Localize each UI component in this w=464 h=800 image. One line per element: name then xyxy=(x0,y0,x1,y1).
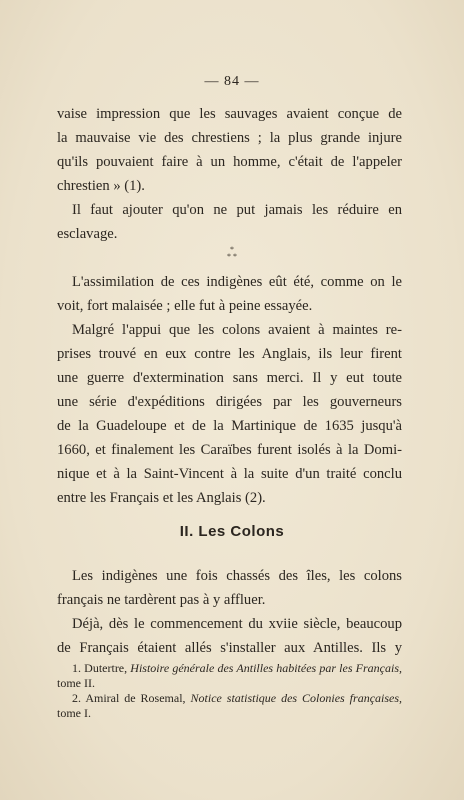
footnote-rest: tome I. xyxy=(57,706,91,720)
text-block-bottom xyxy=(57,564,402,660)
footnote-rest: tome II. xyxy=(57,676,95,690)
text-line: de Français étaient allés s'installer aux Antilles. Ils y xyxy=(57,640,402,656)
text-line: une guerre d'extermination sans merci. Il y eut toute xyxy=(57,370,402,386)
paragraph xyxy=(57,270,402,318)
text-line: Malgré l'appui que les colons avaient à maintes re- xyxy=(72,322,402,338)
footnote-author: Dutertre, xyxy=(84,661,128,675)
text-line: français ne tardèrent pas à y affluer. xyxy=(57,592,266,608)
footnote xyxy=(57,691,402,721)
text-line: esclavage. xyxy=(57,226,118,242)
section-asterism xyxy=(0,246,464,260)
paragraph xyxy=(57,564,402,612)
text-line: de la Guadeloupe et de la Martinique de 1635 jusqu'à xyxy=(57,418,402,434)
footnote-author: Amiral de Rosemal, xyxy=(85,691,186,705)
paragraph xyxy=(57,102,402,198)
text-line: qu'ils pouvaient faire à un homme, c'était de l'appeler xyxy=(57,154,402,170)
text-line: 1660, et finalement les Caraïbes furent isolés à la Domi- xyxy=(57,442,402,458)
footnote-number: 1. xyxy=(72,661,81,675)
paragraph xyxy=(57,612,402,660)
asterism-bottom: * * xyxy=(227,252,237,261)
footnote xyxy=(57,661,402,691)
text-line: la mauvaise vie des chrestiens ; la plus grande injure xyxy=(57,130,402,146)
text-line: Il faut ajouter qu'on ne put jamais les réduire en xyxy=(72,202,402,218)
text-line: chrestien » (1). xyxy=(57,178,145,194)
paragraph xyxy=(57,318,402,510)
text-line: vaise impression que les sauvages avaient conçue de xyxy=(57,106,402,122)
footnote-title: Histoire générale des Antilles habitées par les Français, xyxy=(130,661,402,675)
text-block-middle xyxy=(57,270,402,510)
text-line: L'assimilation de ces indigènes eût été, comme on le xyxy=(72,274,402,290)
text-line: nique et à la Saint-Vincent à la suite d'un traité conclu xyxy=(57,466,402,482)
asterism-top: * xyxy=(230,245,234,254)
page-number: — 84 — xyxy=(204,74,260,89)
text-line: prises trouvé en eux contre les Anglais, ils leur firent xyxy=(57,346,402,362)
paragraph xyxy=(57,198,402,246)
text-block-top xyxy=(57,102,402,246)
footnote-title: Notice statistique des Colonies françaises, xyxy=(190,691,403,705)
text-line: Les indigènes une fois chassés des îles, les colons xyxy=(72,568,402,584)
text-line: voit, fort malaisée ; elle fut à peine essayée. xyxy=(57,298,313,314)
section-heading: II. Les Colons xyxy=(179,523,285,540)
footnotes xyxy=(57,661,402,721)
text-line: entre les Français et les Anglais (2). xyxy=(57,490,266,506)
text-line: Déjà, dès le commencement du xviie siècle, beaucoup xyxy=(72,616,402,632)
footnote-number: 2. xyxy=(72,691,81,705)
text-line: une série d'expéditions dirigées par les gouverneurs xyxy=(57,394,402,410)
